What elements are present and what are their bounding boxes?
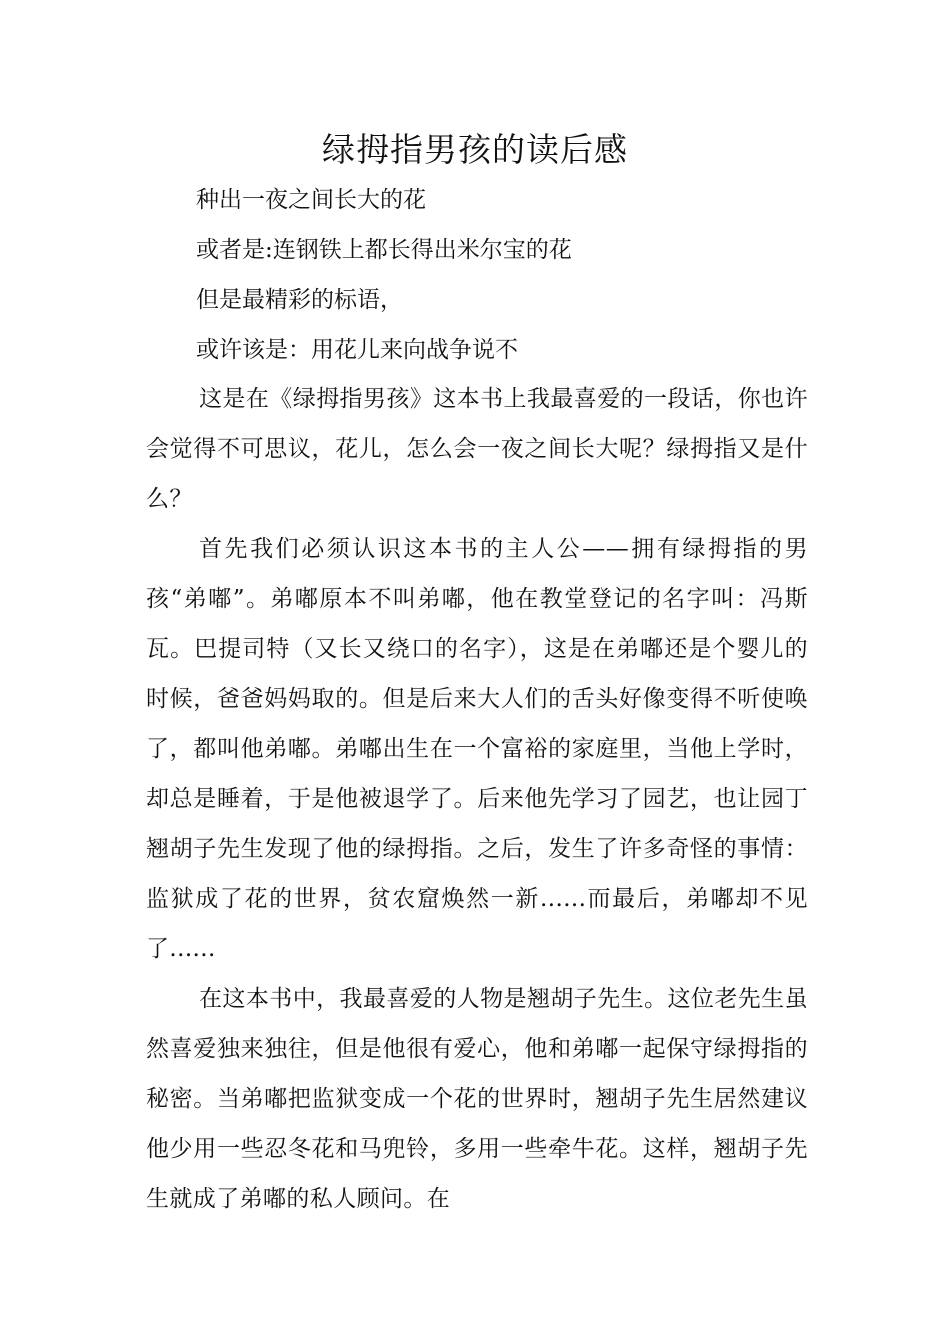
poem-line: 或许该是：用花儿来向战争说不 xyxy=(196,337,518,363)
poem-line: 或者是:连钢铁上都长得出米尔宝的花 xyxy=(196,237,572,263)
quoted-poem xyxy=(196,176,572,376)
paragraph: 首先我们必须认识这本书的主人公——拥有绿拇指的男孩“弟嘟”。弟嘟原本不叫弟嘟，他在教堂登记的名字叫：冯斯瓦。巴提司特（又长又绕口的名字），这是在弟嘟还是个婴儿的时候，爸爸妈妈取的。但是后来大人们的舌头好像变得不听使唤了，都叫他弟嘟。弟嘟出生在一个富裕的家庭里，当他上学时，却总是睡着，于是他被退学了。后来他先学习了园艺，也让园丁翘胡子先生发现了他的绿拇指。之后，发生了许多奇怪的事情：监狱成了花的世界，贫农窟焕然一新......而最后，弟嘟却不见了...... xyxy=(146,536,808,962)
essay-body xyxy=(146,374,808,1224)
poem-line: 种出一夜之间长大的花 xyxy=(196,187,426,213)
paragraph: 这是在《绿拇指男孩》这本书上我最喜爱的一段话，你也许会觉得不可思议，花儿，怎么会一夜之间长大呢？绿拇指又是什么？ xyxy=(146,386,808,512)
poem-line: 但是最精彩的标语， xyxy=(196,287,403,313)
paragraph: 在这本书中，我最喜爱的人物是翘胡子先生。这位老先生虽然喜爱独来独往，但是他很有爱心，他和弟嘟一起保守绿拇指的秘密。当弟嘟把监狱变成一个花的世界时，翘胡子先生居然建议他少用一些忍冬花和马兜铃，多用一些牵牛花。这样，翘胡子先生就成了弟嘟的私人顾问。在 xyxy=(146,986,808,1212)
document-title: 绿拇指男孩的读后感 xyxy=(322,130,628,169)
